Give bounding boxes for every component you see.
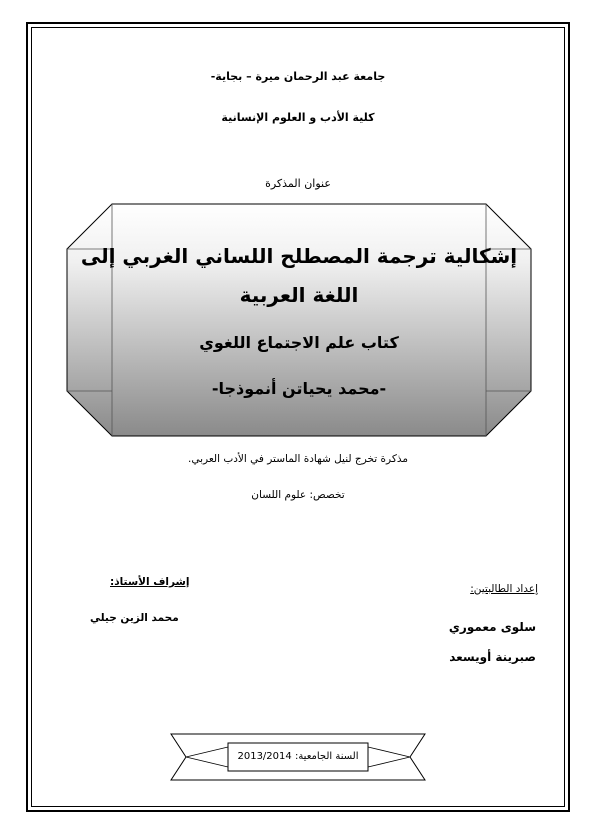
banner-shape xyxy=(66,203,532,437)
title-banner xyxy=(66,203,532,437)
university-name: جامعة عبد الرحمان ميرة – بجاية- xyxy=(210,70,386,83)
thesis-title-label: عنوان المذكرة xyxy=(265,177,331,190)
thesis-title-line1: إشكالية ترجمة المصطلح اللساني الغربي إلى xyxy=(80,244,518,268)
faculty-name: كلية الأدب و العلوم الإنسانية xyxy=(221,111,375,124)
supervisor-label: إشراف الأستاذ: xyxy=(110,576,190,588)
memo-description: مذكرة تخرج لنيل شهادة الماستر في الأدب العربي. xyxy=(188,453,408,465)
thesis-book: كتاب علم الاجتماع اللغوي xyxy=(199,333,399,352)
supervisor-name: محمد الزين جيلي xyxy=(90,612,179,624)
thesis-title-line2: اللغة العربية xyxy=(239,283,359,307)
students-label: إعداد الطالبتين: xyxy=(470,583,538,595)
memo-specialization: تخصص: علوم اللسان xyxy=(251,489,345,501)
academic-year: السنة الجامعية: 2013/2014 xyxy=(237,751,359,762)
thesis-model: -محمد يحياتن أنموذجا- xyxy=(211,379,387,398)
student-name: سلوى معموري xyxy=(448,620,536,634)
student-name: صبرينة أويسعد xyxy=(449,650,536,664)
